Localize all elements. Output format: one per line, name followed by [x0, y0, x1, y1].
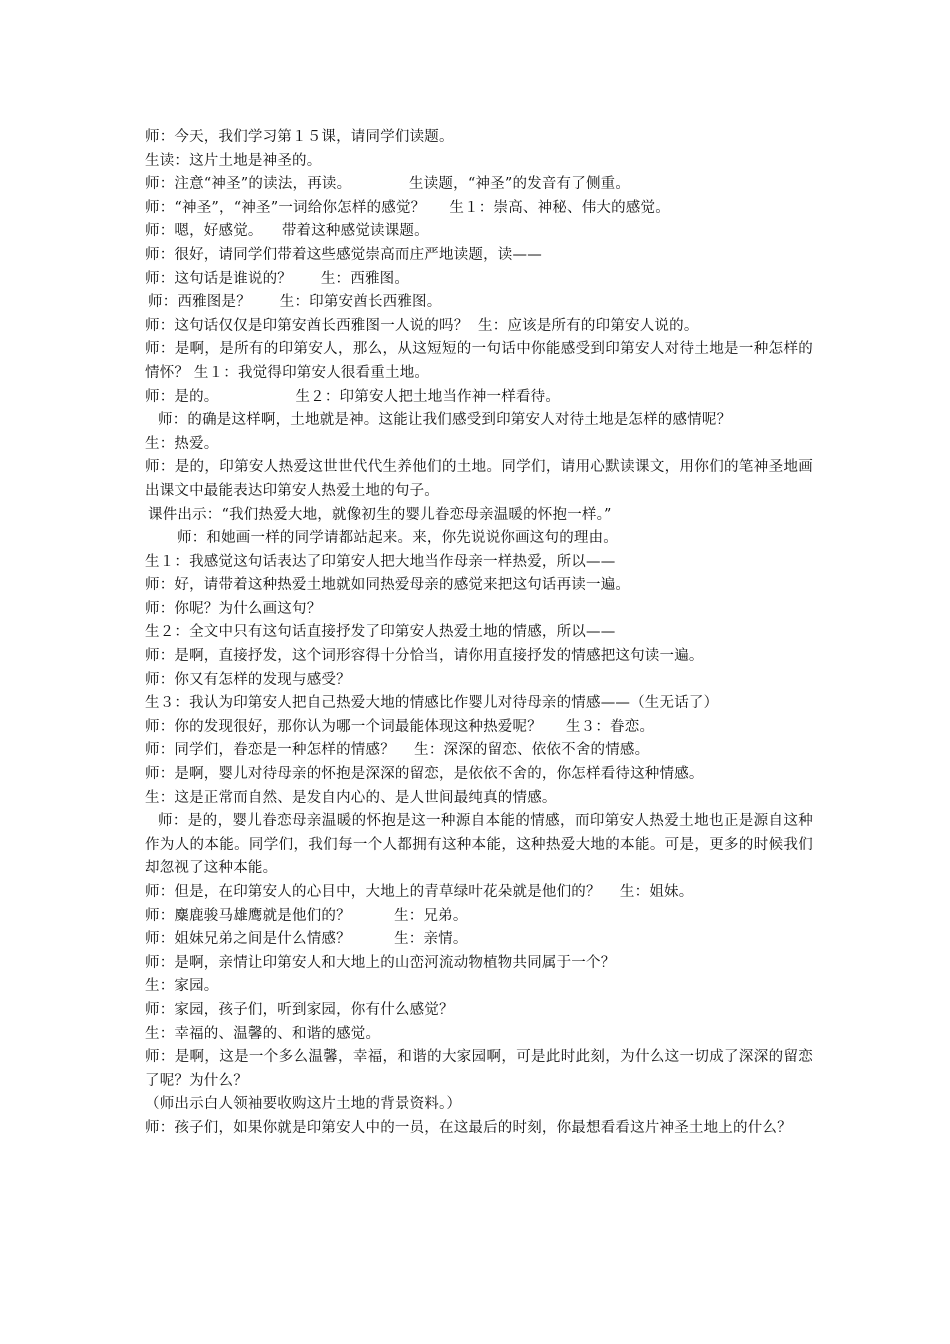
text-line: 生：家园。: [145, 978, 219, 995]
text-line: 师：麋鹿骏马雄鹰就是他们的？ 生：兄弟。: [145, 907, 468, 924]
text-line: （师出示白人领袖要收购这片土地的背景资料。）: [145, 1096, 462, 1113]
text-line: 师：是的。 生２：印第安人把土地当作神一样看待。: [145, 388, 561, 405]
text-paragraph: 师：孩子们，如果你就是印第安人中的一员，在这最后的时刻，你最想看看这片神圣土地上的什么？: [145, 1119, 792, 1136]
text-line: 师：西雅图是？ 生：印第安酋长西雅图。: [148, 294, 442, 311]
text-line: 生３：我认为印第安人把自己热爱大地的情感比作婴儿对待母亲的情感——（生无话了）: [145, 695, 719, 712]
text-paragraph: 师：是的，婴儿眷恋母亲温暖的怀抱是这一种源自本能的情感，而印第安人热爱土地也正是源自这种作为人的本能。同学们，我们每一个人都拥有这种本能，这种热爱大地的本能。可是，更多的时候我们却忽视了这种本能。: [145, 813, 813, 877]
text-paragraph: 师：是的，印第安人热爱这世世代代生养他们的土地。同学们，请用心默读课文，用你们的笔神圣地画出课文中最能表达印第安人热爱土地的句子。: [145, 459, 813, 499]
text-line: 师：和她画一样的同学请都站起来。来，你先说说你画这句的理由。: [177, 530, 618, 547]
text-line: 生２：全文中只有这句话直接抒发了印第安人热爱土地的情感，所以——: [145, 624, 616, 641]
text-line: 师：嗯，好感觉。 带着这种感觉读课题。: [145, 223, 429, 240]
text-line: 师：你的发现很好，那你认为哪一个词最能体现这种热爱呢？ 生３：眷恋。: [145, 718, 655, 735]
text-line: 师：今天，我们学习第１５课，请同学们读题。: [145, 129, 454, 145]
text-line: 师：家园，孩子们，听到家园，你有什么感觉？: [145, 1001, 454, 1018]
text-line: 师：是啊，直接抒发，这个词形容得十分恰当，请你用直接抒发的情感把这句读一遍。: [145, 648, 704, 665]
text-line: 生：这是正常而自然、是发自内心的、是人世间最纯真的情感。: [145, 789, 557, 806]
text-line: 师：的确是这样啊，土地就是神。这能让我们感受到印第安人对待土地是怎样的感情呢？: [158, 412, 732, 429]
text-line: 课件出示：“我们热爱大地，就像初生的婴儿眷恋母亲温暖的怀抱一样。”: [148, 506, 612, 523]
text-line: 师：是啊，婴儿对待母亲的怀抱是深深的留恋，是依依不舍的，你怎样看待这种情感。: [145, 766, 704, 783]
text-line: 师：这句话仅仅是印第安酋长西雅图一人说的吗？ 生：应该是所有的印第安人说的。: [145, 317, 699, 334]
text-line: 师：是啊，亲情让印第安人和大地上的山峦河流动物植物共同属于一个？: [145, 954, 616, 971]
text-line: 生１：我感觉这句话表达了印第安人把大地当作母亲一样热爱，所以——: [145, 553, 616, 570]
text-paragraph: 师：是啊，是所有的印第安人，那么，从这短短的一句话中你能感受到印第安人对待土地是一种怎样的情怀？ 生１：我觉得印第安人很看重土地。: [145, 341, 813, 381]
text-line: 师：你又有怎样的发现与感受？: [145, 671, 351, 688]
text-line: 生读：这片土地是神圣的。: [145, 152, 322, 169]
text-line: 师：好，请带着这种热爱土地就如同热爱母亲的感觉来把这句话再读一遍。: [145, 577, 631, 594]
lesson-transcript: [145, 126, 813, 1141]
text-line: 师：同学们，眷恋是一种怎样的情感？ 生：深深的留恋、依依不舍的情感。: [145, 742, 650, 759]
text-line: 师：“神圣”，“神圣”一词给你怎样的感觉？ 生１：崇高、神秘、伟大的感觉。: [145, 199, 670, 216]
text-line: 师：很好，请同学们带着这些感觉崇高而庄严地读题，读——: [145, 246, 542, 263]
text-line: 师：姐妹兄弟之间是什么情感？ 生：亲情。: [145, 931, 468, 948]
text-line: 师：这句话是谁说的？ 生：西雅图。: [145, 270, 410, 287]
text-paragraph: 师：是啊，这是一个多么温馨，幸福，和谐的大家园啊，可是此时此刻，为什么这一切成了深深的留恋了呢？为什么？: [145, 1049, 813, 1089]
text-line: 师：你呢？为什么画这句？: [145, 600, 322, 617]
text-line: 生：幸福的、温馨的、和谐的感觉。: [145, 1025, 381, 1042]
text-line: 生：热爱。: [145, 435, 219, 452]
text-line: 师：但是，在印第安人的心目中，大地上的青草绿叶花朵就是他们的？ 生：姐妹。: [145, 884, 694, 900]
text-line: 师：注意“神圣”的读法，再读。 生读题，“神圣”的发音有了侧重。: [145, 176, 631, 193]
